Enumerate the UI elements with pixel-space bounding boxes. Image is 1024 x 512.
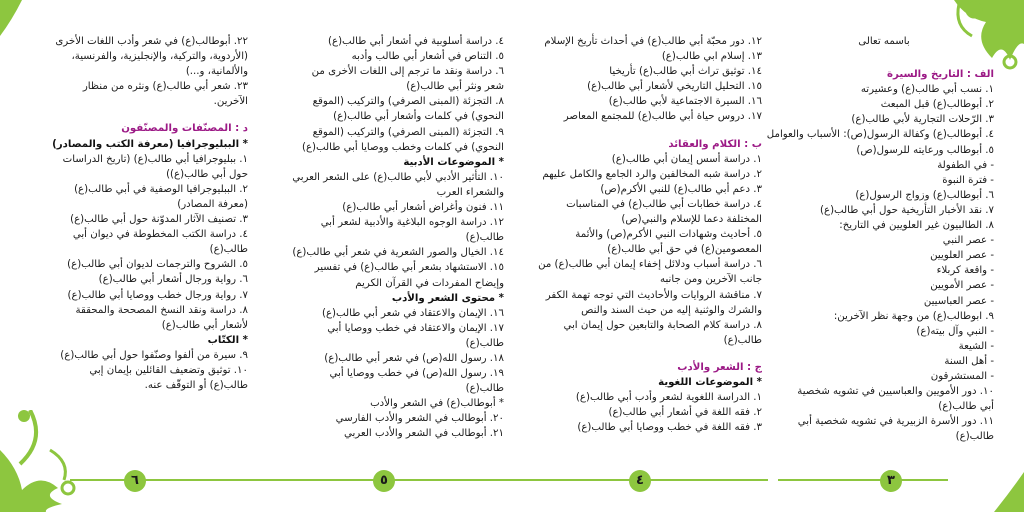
text-line: ٥. الشروح والترجمات لديوان أبي طالب(ع) bbox=[67, 259, 248, 271]
section-heading: د : المصنّفات والمصنّفون bbox=[121, 123, 248, 135]
text-line: المختلفة دعما للإسلام والنبي(ص) bbox=[621, 214, 762, 226]
text-line: - عصر العلويين bbox=[930, 250, 994, 262]
text-line: ٢٣. شعر أبي طالب(ع) ونثره من منظار bbox=[82, 81, 248, 93]
text-line: والألمانية، و...) bbox=[185, 66, 248, 78]
text-line: وإيضاح المفردات في القرآن الكريم bbox=[355, 277, 504, 289]
text-line: المعصومين(ع) في حق أبي طالب(ع) bbox=[607, 244, 762, 256]
text-line: ٣. الرّحلات التجارية لأبي طالب(ع) bbox=[851, 114, 994, 126]
text-line: ١٢. دور محبّة أبي طالب(ع) في أحداث تأريخ الإسلام bbox=[544, 36, 762, 47]
text-line: ١٠. دور الأمويين والعباسيين في تشويه شخصية bbox=[797, 386, 994, 398]
text-line: والشرك والوثنية إليه من حيث السند والنص bbox=[581, 304, 762, 316]
text-line: ٧. نقد الأخبار التأريخية حول أبي طالب(ع) bbox=[820, 204, 994, 216]
subsection-heading: * الببليوجرافيا (معرفة الكتب والمصادر) bbox=[52, 138, 248, 150]
text-line: ١٦. الإيمان والاعتقاد في شعر أبي طالب(ع) bbox=[321, 307, 504, 319]
text-line: ١١. فنون وأغراض أشعار أبي طالب(ع) bbox=[342, 202, 504, 214]
text-line: ٥. أبوطالب ورعايته للرسول(ص) bbox=[856, 144, 994, 156]
text-line: النحوي) في كلمات وأشعار أبي طالب(ع) bbox=[333, 111, 504, 123]
text-line: - في الطفولة bbox=[937, 159, 994, 171]
text-line: حول أبي طالب(ع)) bbox=[166, 168, 248, 180]
text-line: ٢. فقه اللغة في أشعار أبي طالب(ع) bbox=[608, 407, 762, 419]
text-line: شعر ونثر أبي طالب(ع) bbox=[406, 81, 504, 93]
text-line: ٣. فقه اللغة في خطب ووصايا أبي طالب(ع) bbox=[577, 422, 762, 434]
text-line: طالب(ع) bbox=[723, 334, 762, 346]
text-line: ٣. دعم أبي طالب(ع) للنبي الأكرم(ص) bbox=[600, 183, 762, 195]
text-line: أبي طالب(ع) bbox=[938, 401, 994, 413]
text-line: ١٤. الخيال والصور الشعرية في شعر أبي طالب(ع) bbox=[292, 247, 504, 259]
page-6-text bbox=[18, 34, 248, 393]
page-6-footer-line bbox=[70, 479, 256, 481]
text-line: ٦. دراسة ونقد ما ترجم إلى اللغات الأخرى من bbox=[311, 66, 504, 78]
text-line: ٤. دراسة الكتب المخطوطة في ديوان أبي bbox=[72, 229, 248, 241]
page-5-text bbox=[264, 34, 504, 442]
text-line: ٩. سيرة من ألفوا وصنّفوا حول أبي طالب(ع) bbox=[60, 349, 248, 361]
text-line: ١٥. التحليل التاريخي لأشعار أبي طالب(ع) bbox=[587, 81, 762, 93]
subsection-heading: * الكتّاب bbox=[207, 334, 248, 346]
text-line: - النبي وآل بيته(ع) bbox=[916, 325, 994, 337]
text-line: لأشعار أبي طالب(ع) bbox=[161, 319, 248, 331]
section-heading: ج : الشعر والأدب bbox=[677, 361, 762, 373]
spacer bbox=[18, 109, 248, 115]
text-line: ٨. دراسة ونقد النسخ المصححة والمحققة bbox=[75, 304, 248, 316]
text-line: والشعراء العرب bbox=[436, 186, 504, 198]
page-3-number: ٣ bbox=[880, 470, 902, 492]
section-heading: ب : الكلام والعقائد bbox=[668, 138, 762, 150]
text-line: ٧. مناقشة الروايات والأحاديث التي توجه تهمة الكفر bbox=[545, 289, 762, 301]
text-line: ٢. الببليوجرافيا الوصفية في أبي طالب(ع) bbox=[74, 183, 248, 195]
text-line: ٧. رواية ورجال خطب ووصايا أبي طالب(ع) bbox=[67, 289, 248, 301]
text-line: - الشيعة bbox=[958, 340, 994, 352]
subsection-heading: * محتوى الشعر والأدب bbox=[391, 292, 504, 304]
text-line: (معرفة المصادر) bbox=[177, 198, 248, 210]
text-line: ١٠. توثيق وتضعيف القائلين بإيمان إبي bbox=[89, 364, 248, 376]
text-line: ١٠. التأثير الأدبي لأبي طالب(ع) على الشعر العربي bbox=[292, 171, 504, 183]
text-line: - عصر العباسيين bbox=[923, 295, 994, 307]
text-line: ٢٢. أبوطالب(ع) في شعر وأدب اللغات الأخرى bbox=[55, 36, 248, 47]
text-line: الآخرين. bbox=[213, 96, 248, 108]
text-line: - واقعة كربلاء bbox=[936, 265, 994, 277]
text-line: ٢٠. أبوطالب في الشعر والأدب الفارسي bbox=[335, 413, 504, 425]
page-4-text bbox=[518, 34, 762, 435]
spacer bbox=[518, 348, 762, 354]
text-line: - أهل السنة bbox=[944, 355, 994, 367]
page-4-number: ٤ bbox=[629, 470, 651, 492]
page-4 bbox=[512, 0, 768, 512]
text-line: طالب(ع) bbox=[209, 244, 248, 256]
text-line: - عصر الأمويين bbox=[930, 280, 994, 292]
text-line: طالب(ع) أو التوقّف عنه. bbox=[144, 380, 248, 392]
text-line: ٤. دراسة خطابات أبي طالب(ع) في المناسبات bbox=[566, 198, 762, 210]
text-line: (الأردوية، والتركية، والإنجليزية، والفرنسية، bbox=[71, 51, 248, 63]
text-line: ١. الدراسة اللغوية لشعر وأدب أبي طالب(ع) bbox=[575, 392, 762, 404]
text-line: ١٣. إسلام ابي طالب(ع) bbox=[661, 51, 762, 63]
text-line: ١. ببليوجرافيا أبي طالب(ع) (تاريخ الدراسات bbox=[62, 153, 248, 165]
text-line: طالب(ع) bbox=[465, 232, 504, 244]
text-line: ١٢. دراسة الوجوه البلاغية والأدبية لشعر أبي bbox=[320, 217, 504, 229]
text-line: ١٧. دروس حياة أبي طالب(ع) للمجتمع المعاصر bbox=[563, 111, 762, 123]
page-6 bbox=[0, 0, 256, 512]
page-3 bbox=[768, 0, 1024, 512]
text-line: ٥. التناص في أشعار أبي طالب وأدبه bbox=[351, 51, 504, 63]
page-6-number: ٦ bbox=[124, 470, 146, 492]
page-5-number: ٥ bbox=[373, 470, 395, 492]
text-line: * أبوطالب(ع) في الشعر والأدب bbox=[370, 398, 504, 410]
subsection-heading: * الموضوعات الأدبية bbox=[403, 156, 504, 168]
text-line: طالب(ع) bbox=[465, 383, 504, 395]
text-line: ٨. التجزئة (المبنى الصرفي) والتركيب (الموقع bbox=[312, 96, 504, 108]
text-line: - عصر النبي bbox=[942, 235, 994, 247]
text-line: ٤. دراسة أسلوبية في أشعار أبي طالب(ع) bbox=[328, 36, 504, 47]
text-line: جانب الآخرين ومن جانبه bbox=[659, 274, 762, 286]
spacer bbox=[518, 125, 762, 131]
text-line: ١٥. الاستشهاد بشعر أبي طالب(ع) في تفسير bbox=[314, 262, 504, 274]
text-line: ٣. تصنيف الآثار المدوّنة حول أبي طالب(ع) bbox=[70, 214, 248, 226]
text-line: ٢. أبوطالب(ع) قبل المبعث bbox=[880, 99, 994, 111]
text-line: ٨. الطالبيون غير العلويين في التاريخ: bbox=[839, 220, 994, 232]
page-5 bbox=[256, 0, 512, 512]
text-line: - فترة النبوة bbox=[942, 174, 994, 186]
basmala-heading: باسمه تعالى bbox=[858, 36, 910, 47]
text-line: ٢. دراسة شبه المخالفين والرد الجامع والكامل عليهم bbox=[542, 168, 762, 180]
text-line: ٢١. أبوطالب في الشعر والأدب العربي bbox=[343, 428, 504, 440]
text-line: ١. دراسة أسس إيمان أبي طالب(ع) bbox=[611, 153, 762, 165]
text-line: ١٩. رسول الله(ص) في خطب ووصايا أبي bbox=[329, 368, 504, 380]
text-line: ١٧. الإيمان والاعتقاد في خطب ووصايا أبي bbox=[327, 322, 504, 334]
text-line: ٩. التجزئة (المبنى الصرفي) والتركيب (الموقع bbox=[312, 126, 504, 138]
text-line: ١٨. رسول الله(ص) في شعر أبي طالب(ع) bbox=[324, 352, 504, 364]
text-line: ١٤. توثيق تراث أبي طالب(ع) تأريخيا bbox=[609, 66, 762, 78]
page-3-text bbox=[766, 34, 994, 444]
text-line: ٦. أبوطالب(ع) وزواج الرسول(ع) bbox=[855, 189, 994, 201]
text-line: ٤. أبوطالب(ع) وكفالة الرسول(ص): الأسباب والعوامل bbox=[766, 129, 994, 141]
text-line: طالب(ع) bbox=[465, 337, 504, 349]
text-line: ٩. ابوطالب(ع) من وجهة نظر الآخرين: bbox=[833, 310, 994, 322]
text-line: ١٦. السيرة الاجتماعية لأبي طالب(ع) bbox=[608, 96, 762, 108]
text-line: طالب(ع) bbox=[955, 431, 994, 443]
text-line: ٨. دراسة كلام الصحابة والتابعين حول إيمان ابي bbox=[563, 319, 762, 331]
text-line: النحوي) في كلمات وخطب ووصايا أبي طالب(ع) bbox=[301, 141, 504, 153]
section-heading: الف : التاريخ والسيرة bbox=[886, 69, 994, 81]
text-line: ١. نسب أبي طالب(ع) وعشيرته bbox=[860, 84, 994, 96]
page-3-footer-line bbox=[778, 479, 948, 481]
text-line: - المستشرقون bbox=[930, 370, 994, 382]
text-line: ٥. أحاديث وشهادات النبي الأكرم(ص) والأئمة bbox=[575, 229, 762, 241]
subsection-heading: * الموضوعات اللغوية bbox=[658, 376, 762, 388]
text-line: ٦. رواية ورجال أشعار أبي طالب(ع) bbox=[98, 274, 248, 286]
text-line: ٦. دراسة أسباب ودلائل إخفاء إيمان أبي طالب(ع) من bbox=[538, 259, 762, 271]
text-line: ١١. دور الأسرة الزبيرية في تشويه شخصية أبي bbox=[797, 416, 994, 428]
